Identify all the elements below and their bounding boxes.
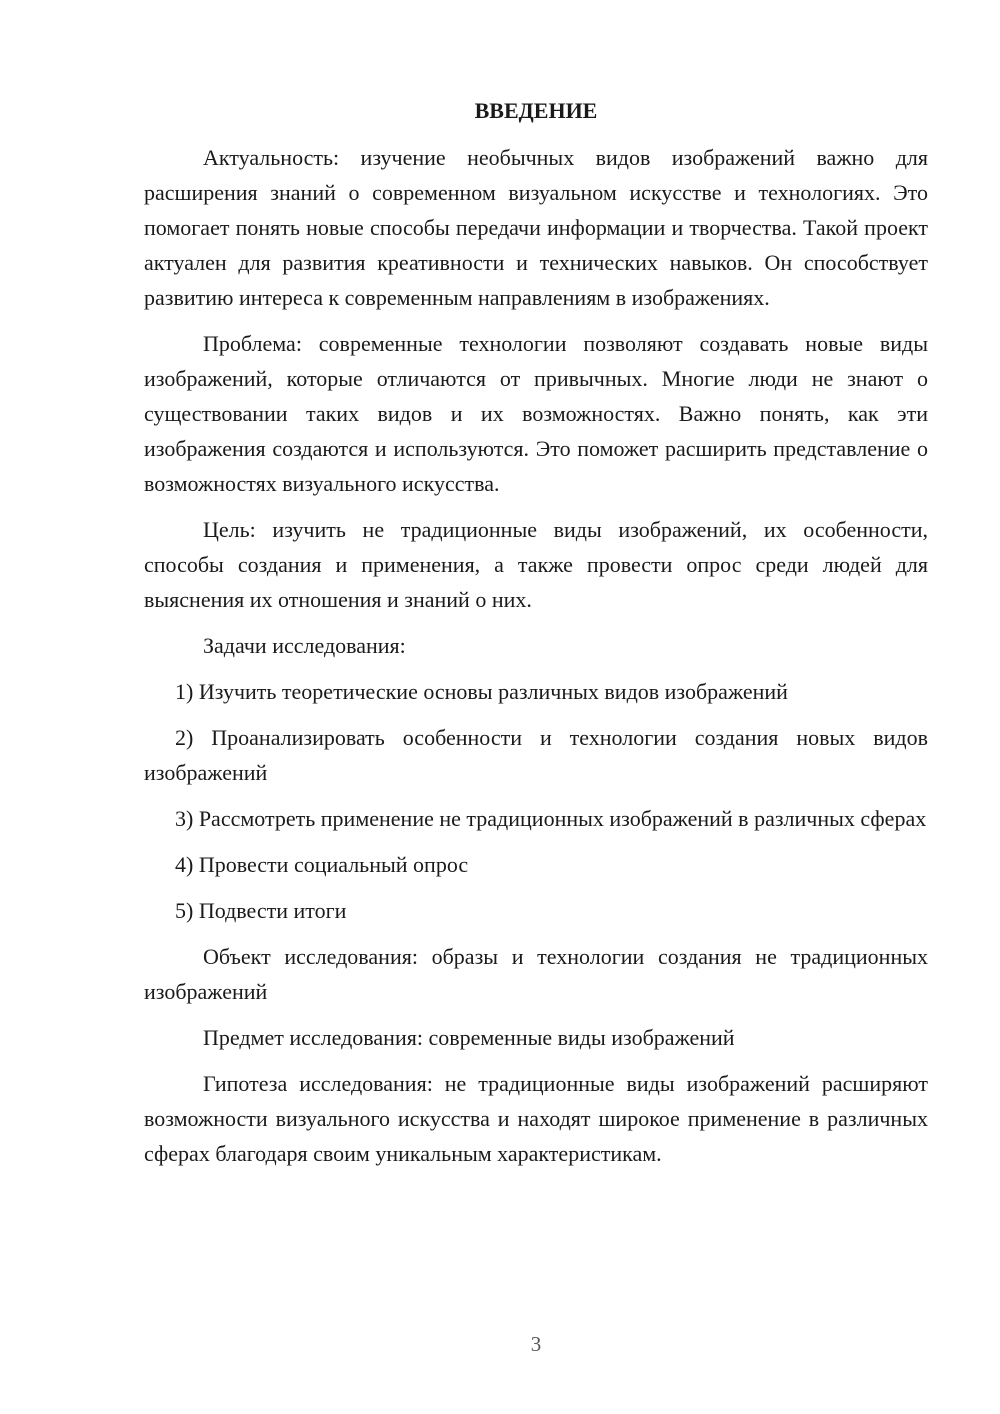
task-item-2: 2) Проанализировать особенности и технологии создания новых видов изображений <box>144 725 928 785</box>
subject-paragraph: Предмет исследования: современные виды изображений <box>203 1025 735 1050</box>
document-page <box>144 93 928 1182</box>
tasks-heading: Задачи исследования: <box>203 633 406 658</box>
page-number: 3 <box>530 1332 542 1356</box>
relevance-paragraph: Актуальность: изучение необычных видов изображений важно для расширения знаний о современном визуальном искусстве и технологиях. Это помогает понять новые способы передачи информации и творчества. Такой проект актуален для развития креативности и технических навыков. Он способствует развитию интереса к современным направлениям в изображениях. <box>144 145 928 310</box>
problem-paragraph: Проблема: современные технологии позволяют создавать новые виды изображений, которые отличаются от привычных. Многие люди не знают о существовании таких видов и их возможностях. Важно понять, как эти изображения создаются и используются. Это поможет расширить представление о возможностях визуального искусства. <box>144 331 928 496</box>
task-item-3: 3) Рассмотреть применение не традиционных изображений в различных сферах <box>175 806 927 831</box>
task-item-1: 1) Изучить теоретические основы различных видов изображений <box>175 679 788 704</box>
task-item-4: 4) Провести социальный опрос <box>175 852 469 877</box>
tasks-list <box>144 674 928 928</box>
goal-paragraph: Цель: изучить не традиционные виды изображений, их особенности, способы создания и применения, а также провести опрос среди людей для выяснения их отношения и знаний о них. <box>144 517 928 612</box>
hypothesis-paragraph: Гипотеза исследования: не традиционные виды изображений расширяют возможности визуального искусства и находят широкое применение в различных сферах благодаря своим уникальным характеристикам. <box>144 1071 928 1166</box>
object-paragraph: Объект исследования: образы и технологии создания не традиционных изображений <box>144 944 928 1004</box>
task-item-5: 5) Подвести итоги <box>175 898 347 923</box>
section-title: ВВЕДЕНИЕ <box>474 98 598 123</box>
